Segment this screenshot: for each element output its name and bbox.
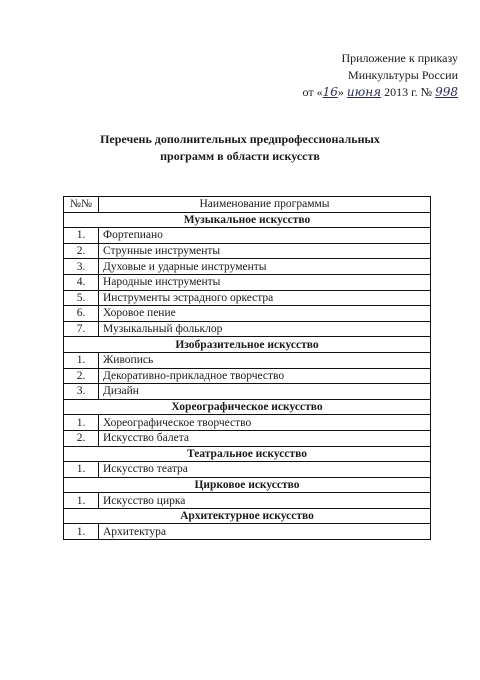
appendix-line-1: Приложение к приказу bbox=[341, 51, 458, 65]
program-name: Архитектура bbox=[99, 524, 431, 540]
table-row bbox=[64, 274, 431, 290]
row-number: 2. bbox=[64, 368, 99, 384]
section-title: Театральное искусство bbox=[64, 446, 431, 462]
row-number: 2. bbox=[64, 243, 99, 259]
date-prefix: от « bbox=[302, 85, 323, 99]
table-row bbox=[64, 415, 431, 431]
program-name: Искусство цирка bbox=[99, 493, 431, 509]
table-header-row bbox=[64, 197, 431, 213]
section-row bbox=[64, 212, 431, 228]
program-name: Хоровое пение bbox=[99, 306, 431, 322]
row-number: 1. bbox=[64, 462, 99, 478]
row-number: 5. bbox=[64, 290, 99, 306]
handwritten-order-number: 998 bbox=[435, 85, 458, 99]
program-name: Хореографическое творчество bbox=[99, 415, 431, 431]
row-number: 7. bbox=[64, 321, 99, 337]
table-row bbox=[64, 306, 431, 322]
year-text: 2013 г. № bbox=[381, 85, 436, 99]
section-row bbox=[64, 337, 431, 353]
table-row bbox=[64, 352, 431, 368]
table-row bbox=[64, 462, 431, 478]
section-title: Цирковое искусство bbox=[64, 477, 431, 493]
row-number: 1. bbox=[64, 493, 99, 509]
programs-table bbox=[63, 196, 431, 540]
program-name: Искусство балета bbox=[99, 430, 431, 446]
section-title: Изобразительное искусство bbox=[64, 337, 431, 353]
program-name: Музыкальный фольклор bbox=[99, 321, 431, 337]
table-row bbox=[64, 228, 431, 244]
row-number: 1. bbox=[64, 228, 99, 244]
program-name: Струнные инструменты bbox=[99, 243, 431, 259]
table-row bbox=[64, 243, 431, 259]
program-name: Фортепиано bbox=[99, 228, 431, 244]
program-name: Инструменты эстрадного оркестра bbox=[99, 290, 431, 306]
section-row bbox=[64, 399, 431, 415]
header-program-name: Наименование программы bbox=[99, 197, 431, 213]
table-row bbox=[64, 384, 431, 400]
table-body bbox=[64, 212, 431, 539]
document-title bbox=[0, 131, 480, 165]
title-line-1: Перечень дополнительных предпрофессиональных bbox=[100, 132, 380, 146]
program-name: Декоративно-прикладное творчество bbox=[99, 368, 431, 384]
row-number: 6. bbox=[64, 306, 99, 322]
section-row bbox=[64, 508, 431, 524]
table-row bbox=[64, 259, 431, 275]
program-name: Духовые и ударные инструменты bbox=[99, 259, 431, 275]
program-name: Народные инструменты bbox=[99, 274, 431, 290]
section-row bbox=[64, 477, 431, 493]
row-number: 2. bbox=[64, 430, 99, 446]
appendix-line-2: Минкультуры России bbox=[348, 68, 458, 82]
row-number: 1. bbox=[64, 415, 99, 431]
table-row bbox=[64, 368, 431, 384]
section-title: Архитектурное искусство bbox=[64, 508, 431, 524]
row-number: 3. bbox=[64, 259, 99, 275]
order-date-line bbox=[303, 84, 458, 101]
row-number: 3. bbox=[64, 384, 99, 400]
title-line-2: программ в области искусств bbox=[160, 149, 320, 163]
program-name: Искусство театра bbox=[99, 462, 431, 478]
row-number: 1. bbox=[64, 352, 99, 368]
handwritten-day: 16 bbox=[322, 85, 338, 99]
section-title: Хореографическое искусство bbox=[64, 399, 431, 415]
section-title: Музыкальное искусство bbox=[64, 212, 431, 228]
section-row bbox=[64, 446, 431, 462]
table-row bbox=[64, 290, 431, 306]
handwritten-month: июня bbox=[346, 85, 382, 99]
program-name: Живопись bbox=[99, 352, 431, 368]
row-number: 4. bbox=[64, 274, 99, 290]
header-number: №№ bbox=[64, 197, 99, 213]
table-row bbox=[64, 321, 431, 337]
table-row bbox=[64, 430, 431, 446]
table-row bbox=[64, 524, 431, 540]
appendix-header bbox=[303, 50, 458, 101]
table-row bbox=[64, 493, 431, 509]
program-name: Дизайн bbox=[99, 384, 431, 400]
row-number: 1. bbox=[64, 524, 99, 540]
date-mid: » bbox=[337, 85, 347, 99]
